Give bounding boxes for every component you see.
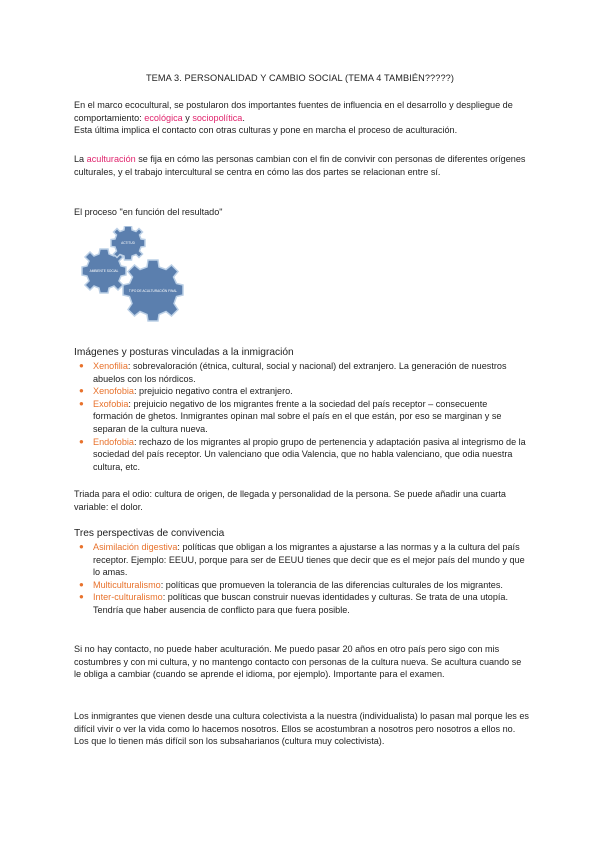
gear-top-label: ACTITUD xyxy=(121,241,135,245)
gear-actitud xyxy=(111,226,145,260)
list-item xyxy=(74,541,529,579)
bullet-icon: ● xyxy=(79,579,84,589)
intro-dot: . xyxy=(242,112,245,123)
bullet-icon: ● xyxy=(79,542,84,551)
acult-pre: La xyxy=(74,154,87,164)
term-ecologica: ecológica xyxy=(144,112,183,123)
item-text: : prejuicio negativo contra el extranjero. xyxy=(133,386,293,397)
bullet-icon: ● xyxy=(79,398,84,408)
term-multiculturalismo: Multiculturalismo xyxy=(93,579,161,590)
item-text: : rechazo de los migrantes al propio grupo de pertenencia y adaptación pasiva al integrismo de la sociedad del país receptor. Un valenciano que odia Valencia, que no habla valenciano, que odia nuestra cultura, etc. xyxy=(93,436,526,472)
item-text: : políticas que buscan construir nuevas identidades y culturas. Se trata de una utopía. Tendría que haber ausencia de conflicto para que fuera posible. xyxy=(93,592,509,615)
proceso-label: El proceso "en función del resultado" xyxy=(74,207,223,217)
list-item xyxy=(74,385,529,398)
tres-heading: Tres perspectivas de convivencia xyxy=(74,528,225,539)
bullet-icon: ● xyxy=(79,361,84,370)
list-item xyxy=(74,436,529,474)
term-xenofobia: Xenofobia xyxy=(93,386,134,397)
bullet-icon: ● xyxy=(79,386,84,396)
gear-left-label: AMBIENTE SOCIAL xyxy=(89,269,119,273)
item-text: : políticas que promueven la tolerancia de las diferencias culturales de los migrantes. xyxy=(160,579,503,590)
item-text: : sobrevaloración (étnica, cultural, social y nacional) del extranjero. La generación de nuestros abuelos con los nórdicos. xyxy=(93,361,507,384)
intro-paragraph xyxy=(74,99,529,137)
term-sociopolitica: sociopolítica xyxy=(192,112,243,123)
list-item xyxy=(74,398,529,436)
aculturacion-paragraph xyxy=(74,153,529,178)
term-aculturacion: aculturación xyxy=(86,154,136,164)
page-title: TEMA 3. PERSONALIDAD Y CAMBIO SOCIAL (TEMA 4 TAMBIÉN?????) xyxy=(145,73,455,83)
term-exofobia: Exofobia xyxy=(93,398,129,409)
bullet-icon: ● xyxy=(79,436,84,446)
gear-big-label: TIPO DE ACULTURACIÓN FINAL xyxy=(128,289,178,293)
imagenes-list xyxy=(74,360,529,473)
intro-text: En el marco ecocultural, se postularon dos importantes fuentes de influencia en el desarrollo y despliegue de comportamiento: xyxy=(74,100,513,123)
term-asimilacion: Asimilación digestiva xyxy=(93,542,178,552)
list-item xyxy=(74,591,529,616)
triada-paragraph: Triada para el odio: cultura de origen, de llegada y personalidad de la persona. Se puede añadir una cuarta variable: el dolor. xyxy=(74,489,506,512)
term-xenofilia: Xenofilia xyxy=(93,361,128,371)
item-text: : prejuicio negativo de los migrantes frente a la sociedad del país receptor – consecuente formación de ghetos. Inmigrantes opinan mal sobre el país en el que están, por eso se marginan y se separan de la cultura nueva. xyxy=(93,398,502,434)
item-text: : políticas que obligan a los migrantes a ajustarse a las normas y a la cultura del país receptor. Ejemplo: EEUU, porque para ser de EEUU tienes que decir que es el mejor país del mundo y que lo amas. xyxy=(93,542,525,578)
acult-rest: se fija en cómo las personas cambian con el fin de convivir con personas de diferentes orígenes culturales, y el trabajo intercultural se centra en cómo las dos partes se relacionan entre sí. xyxy=(74,154,526,177)
tres-list xyxy=(74,541,529,617)
term-endofobia: Endofobia xyxy=(93,436,134,447)
contacto-paragraph: Si no hay contacto, no puede haber aculturación. Me puedo pasar 20 años en otro país pero sigo con mis costumbres y con mi cultura, y no mantengo contacto con personas de la cultura nueva. Se acultura cuando se le obliga a cambiar (cuando se aprende el idioma, por ejemplo). Importante para el examen. xyxy=(74,644,522,680)
list-item xyxy=(74,579,529,592)
gears-diagram xyxy=(72,226,196,330)
gear-tipo-aculturacion xyxy=(123,260,183,321)
term-interculturalismo: Inter-culturalismo xyxy=(93,592,163,603)
list-item xyxy=(74,360,529,385)
imagenes-heading: Imágenes y posturas vinculadas a la inmigración xyxy=(74,347,294,358)
intro-y: y xyxy=(182,112,193,123)
intro-line2: Esta última implica el contacto con otras culturas y pone en marcha el proceso de aculturación. xyxy=(74,125,458,136)
bullet-icon: ● xyxy=(79,592,84,602)
inmigrantes-paragraph: Los inmigrantes que vienen desde una cultura colectivista a la nuestra (individualista) lo pasan mal porque les es difícil vivir o ver la vida como lo hacemos nosotros. Ellos se acostumbran a nosotros pero nosotros a ellos no. Los que lo tienen más difícil son los subsaharianos (cultura muy colectivista). xyxy=(74,711,529,747)
